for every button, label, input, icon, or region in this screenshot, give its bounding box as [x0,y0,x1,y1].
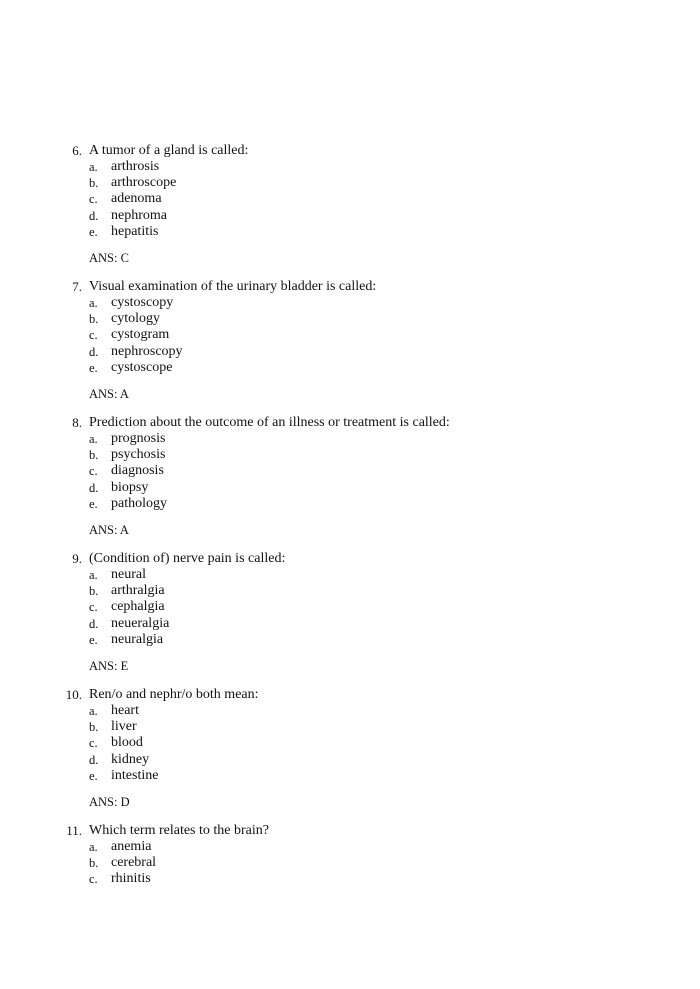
option-d [0,480,700,496]
option-d [0,752,700,768]
option-text: anemia [111,839,152,854]
option-letter: a. [89,840,98,854]
option-c [0,191,700,207]
option-letter: b. [89,584,99,599]
option-text: rhinitis [111,871,151,887]
option-letter: d. [89,616,99,631]
option-letter: d. [89,752,99,767]
question-header [0,142,700,159]
question-number: 8. [72,415,82,430]
option-list [0,839,700,888]
option-text: hepatitis [111,223,159,239]
question-9 [0,550,700,674]
answer-text: ANS: D [89,794,130,809]
option-letter: a. [89,704,98,718]
option-d [0,344,700,360]
option-text: cystogram [111,327,170,343]
option-a [0,567,700,583]
option-text: heart [111,703,139,718]
question-number: 11. [66,823,82,838]
option-c [0,871,700,887]
answer-key [0,794,700,810]
option-text: neueralgia [111,615,170,631]
question-8 [0,414,700,538]
option-letter: c. [89,328,98,343]
option-letter: d. [89,208,99,223]
question-text: (Condition of) nerve pain is called: [89,551,286,566]
answer-text: ANS: E [89,658,129,673]
option-letter: b. [89,312,99,327]
question-number: 6. [72,143,82,158]
option-d [0,616,700,632]
option-b [0,583,700,599]
answer-text: ANS: A [89,386,129,401]
option-letter: a. [89,160,98,174]
option-letter: b. [89,448,99,463]
option-text: arthralgia [111,583,165,599]
question-11 [0,822,700,888]
option-c [0,327,700,343]
question-header [0,686,700,703]
option-letter: e. [89,768,98,783]
option-a [0,295,700,311]
option-letter: e. [89,224,98,239]
option-b [0,719,700,735]
option-c [0,463,700,479]
answer-key [0,250,700,266]
option-list [0,295,700,376]
option-letter: e. [89,632,98,647]
option-text: kidney [111,751,150,767]
option-d [0,208,700,224]
question-10 [0,686,700,810]
option-letter: d. [89,480,99,495]
option-text: neuralgia [111,631,164,647]
option-e [0,768,700,784]
option-a [0,159,700,175]
option-b [0,447,700,463]
question-7 [0,278,700,402]
option-text: intestine [111,767,159,783]
option-text: cerebral [111,855,157,871]
option-a [0,431,700,447]
option-text: cystoscope [111,359,173,375]
option-e [0,496,700,512]
option-text: nephroscopy [111,343,183,359]
option-a [0,839,700,855]
option-c [0,735,700,751]
question-text: A tumor of a gland is called: [89,143,249,158]
option-text: arthroscope [111,175,177,191]
option-text: cytology [111,311,160,327]
option-list [0,703,700,784]
option-text: cystoscopy [111,295,174,310]
option-c [0,599,700,615]
question-text: Prediction about the outcome of an illness or treatment is called: [89,415,450,430]
option-letter: e. [89,496,98,511]
option-e [0,360,700,376]
option-list [0,431,700,512]
question-text: Visual examination of the urinary bladder is called: [89,279,377,294]
answer-text: ANS: A [89,522,129,537]
option-text: pathology [111,495,167,511]
option-a [0,703,700,719]
option-text: liver [111,719,137,735]
option-text: blood [111,735,143,751]
option-b [0,175,700,191]
option-list [0,159,700,240]
answer-key [0,522,700,538]
question-6 [0,142,700,266]
question-number: 9. [72,551,82,566]
answer-key [0,386,700,402]
question-text: Ren/o and nephr/o both mean: [89,687,259,702]
option-letter: c. [89,192,98,207]
question-header [0,414,700,431]
option-letter: c. [89,600,98,615]
option-letter: a. [89,568,98,582]
option-list [0,567,700,648]
option-text: neural [111,567,146,582]
option-letter: c. [89,464,98,479]
option-letter: e. [89,360,98,375]
answer-key [0,658,700,674]
question-header [0,822,700,839]
question-header [0,550,700,567]
option-text: cephalgia [111,599,165,615]
option-letter: b. [89,176,99,191]
option-letter: a. [89,296,98,310]
question-header [0,278,700,295]
question-text: Which term relates to the brain? [89,823,269,838]
option-letter: c. [89,872,98,887]
option-letter: d. [89,344,99,359]
option-text: diagnosis [111,463,164,479]
question-number: 10. [65,687,82,702]
option-b [0,311,700,327]
option-letter: a. [89,432,98,446]
option-text: arthrosis [111,159,160,174]
option-text: nephroma [111,207,167,223]
option-text: prognosis [111,431,166,446]
option-letter: b. [89,720,99,735]
option-b [0,855,700,871]
option-text: adenoma [111,191,162,207]
option-letter: c. [89,736,98,751]
option-text: psychosis [111,447,166,463]
option-text: biopsy [111,479,149,495]
answer-text: ANS: C [89,250,129,265]
question-number: 7. [72,279,82,294]
option-e [0,632,700,648]
option-e [0,224,700,240]
option-letter: b. [89,856,99,871]
